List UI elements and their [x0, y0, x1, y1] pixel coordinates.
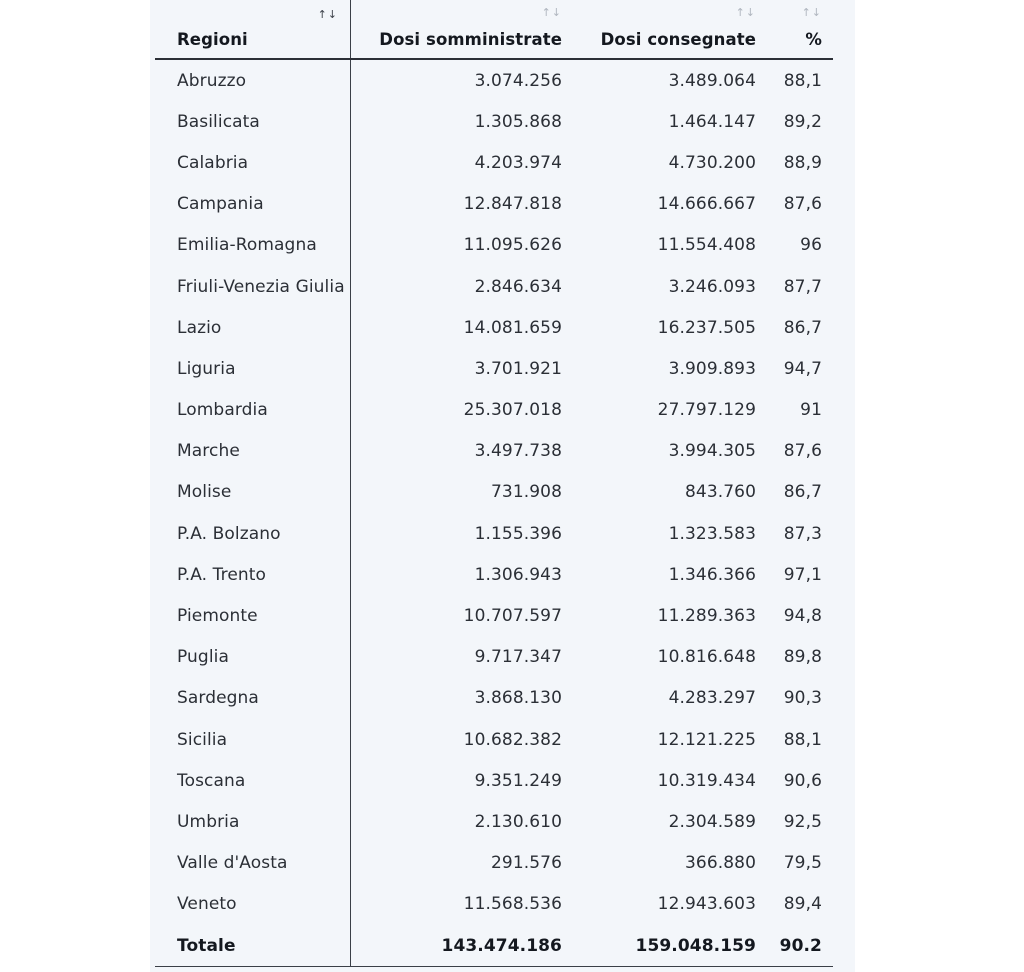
- table-row: [155, 266, 833, 307]
- region-name-cell: Marche: [155, 431, 351, 472]
- dosi-somministrate-cell: 3.868.130: [474, 688, 562, 709]
- dosi-consegnate-cell: 3.994.305: [668, 441, 756, 462]
- total-dosi-consegnate: 159.048.159: [635, 935, 756, 956]
- dosi-consegnate-cell: 27.797.129: [657, 400, 756, 421]
- dosi-somministrate-cell: 14.081.659: [463, 317, 562, 338]
- region-name-cell: Lombardia: [155, 390, 351, 431]
- dosi-somministrate-cell: 9.351.249: [474, 770, 562, 791]
- dosi-consegnate-cell: 14.666.667: [657, 194, 756, 215]
- dosi-somministrate-cell: 2.846.634: [474, 276, 562, 297]
- dosi-consegnate-cell: 2.304.589: [668, 811, 756, 832]
- total-label: Totale: [155, 925, 351, 966]
- percent-cell: 92,5: [783, 811, 822, 832]
- percent-cell: 87,6: [783, 441, 822, 462]
- dosi-somministrate-cell: 1.306.943: [474, 564, 562, 585]
- dosi-somministrate-cell: 291.576: [491, 853, 562, 874]
- dosi-somministrate-cell: 11.095.626: [463, 235, 562, 256]
- dosi-somministrate-cell: 1.305.868: [474, 111, 562, 132]
- table-row: [155, 390, 833, 431]
- percent-cell: 89,8: [783, 647, 822, 668]
- table-row: [155, 60, 833, 101]
- vaccine-doses-table: [155, 0, 833, 967]
- dosi-somministrate-cell: 12.847.818: [463, 194, 562, 215]
- dosi-somministrate-cell: 1.155.396: [474, 523, 562, 544]
- column-header-regioni[interactable]: [155, 0, 351, 58]
- dosi-somministrate-cell: 9.717.347: [474, 647, 562, 668]
- table-row: [155, 884, 833, 925]
- percent-cell: 90,3: [783, 688, 822, 709]
- table-row: [155, 225, 833, 266]
- percent-cell: 91: [800, 400, 822, 421]
- table-row: [155, 472, 833, 513]
- table-header-row: [155, 0, 833, 60]
- region-name-cell: Emilia-Romagna: [155, 225, 351, 266]
- percent-cell: 97,1: [783, 564, 822, 585]
- sort-arrows-icon[interactable]: ↑↓: [801, 6, 822, 19]
- region-name-cell: Basilicata: [155, 101, 351, 142]
- region-name-cell: Valle d'Aosta: [155, 843, 351, 884]
- dosi-consegnate-cell: 3.909.893: [668, 358, 756, 379]
- percent-cell: 88,1: [783, 70, 822, 91]
- region-name-cell: Umbria: [155, 801, 351, 842]
- dosi-somministrate-cell: 25.307.018: [463, 400, 562, 421]
- region-name-cell: Liguria: [155, 348, 351, 389]
- dosi-consegnate-cell: 366.880: [685, 853, 756, 874]
- sort-arrows-icon[interactable]: ↑↓: [317, 8, 338, 21]
- region-name-cell: Sicilia: [155, 719, 351, 760]
- dosi-somministrate-cell: 3.701.921: [474, 358, 562, 379]
- dosi-consegnate-cell: 1.346.366: [668, 564, 756, 585]
- column-header-dosi-consegnate[interactable]: [566, 6, 760, 58]
- column-header-dosi-somministrate[interactable]: [351, 6, 566, 58]
- dosi-consegnate-cell: 12.121.225: [657, 729, 756, 750]
- table-body: [155, 60, 833, 925]
- dosi-consegnate-cell: 16.237.505: [657, 317, 756, 338]
- percent-cell: 88,1: [783, 729, 822, 750]
- percent-cell: 89,2: [783, 111, 822, 132]
- percent-cell: 94,8: [783, 606, 822, 627]
- percent-cell: 87,3: [783, 523, 822, 544]
- dosi-somministrate-cell: 10.707.597: [463, 606, 562, 627]
- dosi-somministrate-cell: 4.203.974: [474, 152, 562, 173]
- column-header-label: Regioni: [177, 30, 248, 49]
- table-row: [155, 760, 833, 801]
- table-row: [155, 348, 833, 389]
- dosi-consegnate-cell: 4.730.200: [668, 152, 756, 173]
- column-header-label: %: [805, 30, 822, 49]
- dosi-consegnate-cell: 3.489.064: [668, 70, 756, 91]
- dosi-consegnate-cell: 843.760: [685, 482, 756, 503]
- percent-cell: 88,9: [783, 152, 822, 173]
- sort-arrows-icon[interactable]: ↑↓: [541, 6, 562, 19]
- dosi-consegnate-cell: 12.943.603: [657, 894, 756, 915]
- dosi-somministrate-cell: 11.568.536: [463, 894, 562, 915]
- region-name-cell: Veneto: [155, 884, 351, 925]
- region-name-cell: Campania: [155, 184, 351, 225]
- column-header-label: Dosi somministrate: [379, 30, 562, 49]
- region-name-cell: P.A. Bolzano: [155, 513, 351, 554]
- dosi-consegnate-cell: 3.246.093: [668, 276, 756, 297]
- table-row: [155, 101, 833, 142]
- dosi-consegnate-cell: 10.319.434: [657, 770, 756, 791]
- table-row: [155, 801, 833, 842]
- table-row: [155, 595, 833, 636]
- dosi-consegnate-cell: 1.464.147: [668, 111, 756, 132]
- column-header-percent[interactable]: [760, 6, 822, 58]
- percent-cell: 94,7: [783, 358, 822, 379]
- dosi-somministrate-cell: 3.074.256: [474, 70, 562, 91]
- percent-cell: 87,6: [783, 194, 822, 215]
- region-name-cell: Piemonte: [155, 595, 351, 636]
- region-name-cell: Puglia: [155, 637, 351, 678]
- region-name-cell: Calabria: [155, 142, 351, 183]
- dosi-consegnate-cell: 4.283.297: [668, 688, 756, 709]
- table-row: [155, 513, 833, 554]
- region-name-cell: Molise: [155, 472, 351, 513]
- percent-cell: 86,7: [783, 317, 822, 338]
- percent-cell: 89,4: [783, 894, 822, 915]
- dosi-consegnate-cell: 10.816.648: [657, 647, 756, 668]
- table-row: [155, 637, 833, 678]
- dosi-consegnate-cell: 11.289.363: [657, 606, 756, 627]
- percent-cell: 90,6: [783, 770, 822, 791]
- table-row: [155, 678, 833, 719]
- table-row: [155, 142, 833, 183]
- region-name-cell: Abruzzo: [155, 60, 351, 101]
- dosi-somministrate-cell: 2.130.610: [474, 811, 562, 832]
- total-percent: 90.2: [779, 935, 822, 956]
- table-row: [155, 843, 833, 884]
- dosi-consegnate-cell: 11.554.408: [657, 235, 756, 256]
- dosi-somministrate-cell: 10.682.382: [463, 729, 562, 750]
- region-name-cell: Toscana: [155, 760, 351, 801]
- total-dosi-somministrate: 143.474.186: [441, 935, 562, 956]
- sort-arrows-icon[interactable]: ↑↓: [735, 6, 756, 19]
- region-name-cell: Sardegna: [155, 678, 351, 719]
- percent-cell: 86,7: [783, 482, 822, 503]
- percent-cell: 87,7: [783, 276, 822, 297]
- table-row: [155, 554, 833, 595]
- dosi-somministrate-cell: 731.908: [491, 482, 562, 503]
- percent-cell: 96: [800, 235, 822, 256]
- table-row: [155, 719, 833, 760]
- table-row: [155, 431, 833, 472]
- column-header-label: Dosi consegnate: [600, 30, 756, 49]
- region-name-cell: Friuli-Venezia Giulia: [155, 266, 351, 307]
- region-name-cell: P.A. Trento: [155, 554, 351, 595]
- dosi-somministrate-cell: 3.497.738: [474, 441, 562, 462]
- table-total-row: [155, 925, 833, 967]
- table-row: [155, 184, 833, 225]
- percent-cell: 79,5: [783, 853, 822, 874]
- dosi-consegnate-cell: 1.323.583: [668, 523, 756, 544]
- table-row: [155, 307, 833, 348]
- region-name-cell: Lazio: [155, 307, 351, 348]
